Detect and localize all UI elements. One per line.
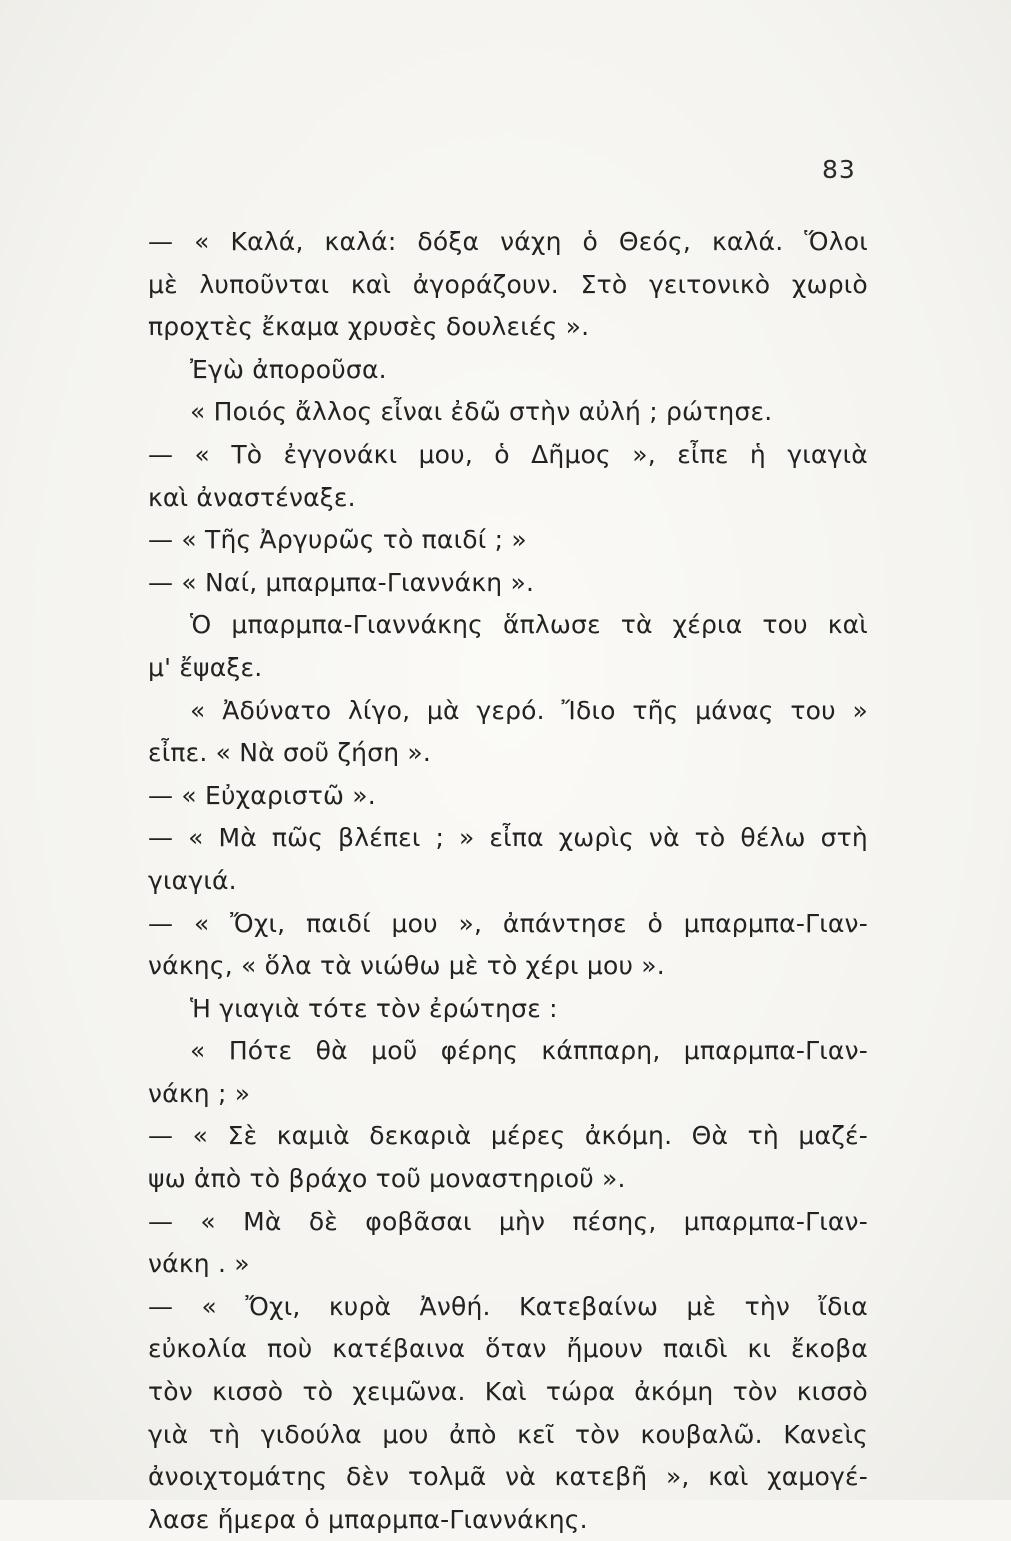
word: τὴν	[744, 1291, 791, 1321]
word: Κατεβαίνω	[519, 1291, 659, 1321]
text-line: νάκης, « ὅλα τὰ νιώθω μὲ τὸ χέρι μου ».	[148, 951, 665, 981]
word: του	[762, 610, 808, 640]
text-line	[148, 1201, 868, 1244]
word: μπαρμπα-Γιαν-	[683, 1206, 868, 1236]
word: τολμᾶ	[407, 1462, 487, 1492]
word: »	[458, 823, 475, 853]
word: Ὄχι,	[230, 908, 286, 938]
text-line	[148, 1328, 868, 1371]
word: φέρης	[440, 1036, 519, 1066]
word: —	[148, 439, 174, 469]
word: δεκαριὰ	[369, 1121, 472, 1151]
word: »,	[458, 908, 483, 938]
text-line	[148, 221, 868, 264]
word: κι	[747, 1334, 772, 1364]
word: τὰ	[620, 610, 653, 640]
word: καὶ	[708, 1462, 749, 1492]
word: Θεός,	[618, 227, 692, 256]
word: νὰ	[505, 1462, 536, 1492]
text-line	[148, 434, 868, 477]
word: πέσης,	[572, 1206, 657, 1236]
word: χωρὶς	[558, 823, 634, 853]
word: ἡ	[749, 439, 766, 469]
word: —	[148, 1121, 174, 1151]
word: Δῆμος	[531, 439, 611, 469]
word: χαμογέ-	[767, 1462, 868, 1492]
word: ἀκόμη	[634, 1377, 714, 1407]
word: εἶπε	[677, 439, 729, 469]
word: γειτονικὸ	[648, 269, 771, 299]
word: δὲ	[308, 1206, 339, 1236]
word: ὁ	[647, 908, 663, 938]
word: ἤμουν	[566, 1334, 644, 1364]
word: μὲ	[686, 1291, 717, 1321]
word: ἀνοιχτομάτης	[148, 1462, 328, 1492]
word: γιαγιὰ	[787, 439, 868, 469]
text-line: καὶ ἀναστέναξε.	[148, 482, 356, 512]
word: ἴδια	[818, 1291, 868, 1321]
word: καὶ	[350, 269, 392, 299]
word: γιὰ	[148, 1419, 189, 1449]
text-line: προχτὲς ἔκαμα χρυσὲς δουλειές ».	[148, 312, 590, 342]
word: μπαρμπα-Γιαν-	[683, 1036, 868, 1066]
word: «	[194, 439, 211, 469]
word: χειμῶνα.	[352, 1377, 466, 1407]
word: Στὸ	[580, 269, 628, 299]
word: μου,	[418, 439, 473, 469]
text-line: — « Τῆς Ἀργυρῶς τὸ παιδί ; »	[148, 525, 527, 555]
text-line: εἶπε. « Νὰ σοῦ ζήση ».	[148, 738, 432, 768]
word: Πότε	[228, 1036, 293, 1066]
word: ὁ	[582, 227, 599, 256]
word: κατεβῆ	[554, 1462, 648, 1492]
text-line: νάκη . »	[148, 1249, 250, 1279]
word: Κανεὶς	[783, 1419, 868, 1449]
text-line	[148, 1286, 868, 1329]
word: —	[148, 908, 174, 938]
text-line	[148, 903, 868, 946]
word: Σὲ	[227, 1121, 258, 1151]
word: Τὸ	[231, 439, 263, 469]
word: ἀπάντησε	[502, 908, 627, 938]
word: μαζέ-	[798, 1121, 868, 1151]
word: τῆς	[632, 695, 679, 725]
word: »,	[665, 1462, 690, 1492]
word: καλά.	[711, 227, 784, 256]
word: Καὶ	[484, 1377, 527, 1407]
word: καμιὰ	[276, 1121, 350, 1151]
word: τὸν	[732, 1377, 778, 1407]
text-line: — « Ναί, μπαρμπα-Γιαννάκη ».	[148, 567, 535, 597]
word: δὲν	[345, 1462, 390, 1492]
word: βλέπει	[338, 823, 421, 853]
word: στὴ	[820, 823, 868, 853]
word: ποὺ	[267, 1334, 313, 1364]
word: τὸ	[694, 823, 726, 853]
body-text	[148, 221, 868, 1541]
word: χωριὸ	[791, 269, 868, 299]
word: τὸν	[575, 1419, 620, 1449]
page-number: 83	[822, 155, 856, 184]
text-line	[148, 1414, 868, 1457]
text-line: λασε ἥμερα ὁ μπαρμπα-Γιαννάκης.	[148, 1504, 588, 1534]
word: μοῦ	[371, 1036, 418, 1066]
word: θὰ	[315, 1036, 348, 1066]
word: ἐγγονάκι	[283, 439, 398, 469]
word: ἅπλωσε	[502, 610, 601, 640]
text-line	[148, 1030, 868, 1073]
word: »	[852, 695, 868, 725]
text-line	[148, 604, 868, 647]
word: Μὰ	[218, 823, 257, 853]
text-line: Ἡ γιαγιὰ τότε τὸν ἐρώτησε :	[190, 993, 558, 1023]
word: »,	[632, 439, 656, 469]
word: παιδὶ	[662, 1334, 728, 1364]
text-line	[148, 1456, 868, 1499]
word: κατέβαινα	[332, 1334, 466, 1364]
text-line: ψω ἀπὸ τὸ βράχο τοῦ μοναστηριοῦ ».	[148, 1164, 626, 1194]
word: φοβᾶσαι	[365, 1206, 472, 1236]
text-line: νάκη ; »	[148, 1078, 251, 1108]
word: «	[193, 908, 210, 938]
word: νάχη	[500, 227, 562, 256]
word: Ὅλοι	[804, 227, 868, 256]
word: μὴν	[498, 1206, 546, 1236]
word: —	[148, 1291, 174, 1321]
word: λυποῦνται	[199, 269, 330, 299]
word: —	[148, 1206, 174, 1236]
word: «	[201, 1291, 218, 1321]
word: κυρὰ	[328, 1291, 392, 1321]
word: ἀγοράζουν.	[412, 269, 559, 299]
word: κισσὸ	[796, 1377, 868, 1407]
text-line: Ἐγὼ ἀποροῦσα.	[190, 354, 387, 384]
word: Θὰ	[691, 1121, 729, 1151]
word: ;	[435, 823, 445, 853]
word: μὲ	[148, 269, 178, 299]
word: Μὰ	[243, 1206, 282, 1236]
text-line	[148, 264, 868, 307]
word: του	[790, 695, 836, 725]
word: γιδούλα	[260, 1419, 362, 1449]
word: Ἀνθή.	[419, 1291, 491, 1321]
word: Ἀδύνατο	[222, 695, 332, 725]
word: μπαρμπα-Γιαν-	[683, 908, 868, 938]
word: μπαρμπα-Γιαννάκης	[231, 610, 484, 640]
text-line: — « Εὐχαριστῶ ».	[148, 780, 376, 810]
word: κεῖ	[517, 1419, 555, 1449]
word: ἔκοβα	[790, 1334, 868, 1364]
text-line: γιαγιά.	[148, 865, 237, 895]
word: παιδί	[306, 908, 371, 938]
word: Ὄχι,	[245, 1291, 301, 1321]
word: τώρα	[545, 1377, 616, 1407]
word: λίγο,	[347, 695, 411, 725]
word: εἶπα	[489, 823, 544, 853]
word: τὴ	[208, 1419, 241, 1449]
word: —	[148, 823, 174, 853]
word: μου	[382, 1419, 429, 1449]
word: τὸ	[302, 1377, 334, 1407]
word: τὴ	[747, 1121, 779, 1151]
word: ἀπὸ	[449, 1419, 497, 1449]
word: —	[148, 227, 174, 256]
word: καλά:	[324, 227, 397, 256]
word: «	[188, 823, 204, 853]
word: τὸν	[148, 1377, 193, 1407]
word: πῶς	[271, 823, 324, 853]
word: καὶ	[827, 610, 868, 640]
word: ὁ	[494, 439, 510, 469]
word: θέλω	[740, 823, 806, 853]
word: εὐκολία	[148, 1334, 248, 1364]
word: Καλά,	[230, 227, 304, 256]
word: «	[200, 1206, 216, 1236]
word: Ἴδιο	[561, 695, 616, 725]
word: «	[194, 227, 210, 256]
word: χέρια	[672, 610, 743, 640]
word: ὅταν	[485, 1334, 547, 1364]
text-line: « Ποιός ἄλλος εἶναι ἐδῶ στὴν αὐλή ; ρώτησε.	[190, 397, 773, 427]
text-line	[148, 1371, 868, 1414]
word: κισσὸ	[212, 1377, 284, 1407]
word: «	[190, 1036, 206, 1066]
word: μὰ	[426, 695, 460, 725]
text-line	[148, 1115, 868, 1158]
word: Ὁ	[190, 610, 212, 640]
word: μάνας	[695, 695, 774, 725]
word: γερό.	[476, 695, 545, 725]
text-line	[148, 817, 868, 860]
word: μου	[391, 908, 438, 938]
word: ἀκόμη.	[584, 1121, 673, 1151]
text-line	[148, 690, 868, 733]
word: κουβαλῶ.	[640, 1419, 763, 1449]
word: «	[192, 1121, 209, 1151]
word: νὰ	[648, 823, 680, 853]
text-line: μ' ἔψαξε.	[148, 652, 263, 682]
word: «	[190, 695, 206, 725]
word: κάππαρη,	[541, 1036, 661, 1066]
word: μέρες	[490, 1121, 566, 1151]
word: δόξα	[417, 227, 480, 256]
